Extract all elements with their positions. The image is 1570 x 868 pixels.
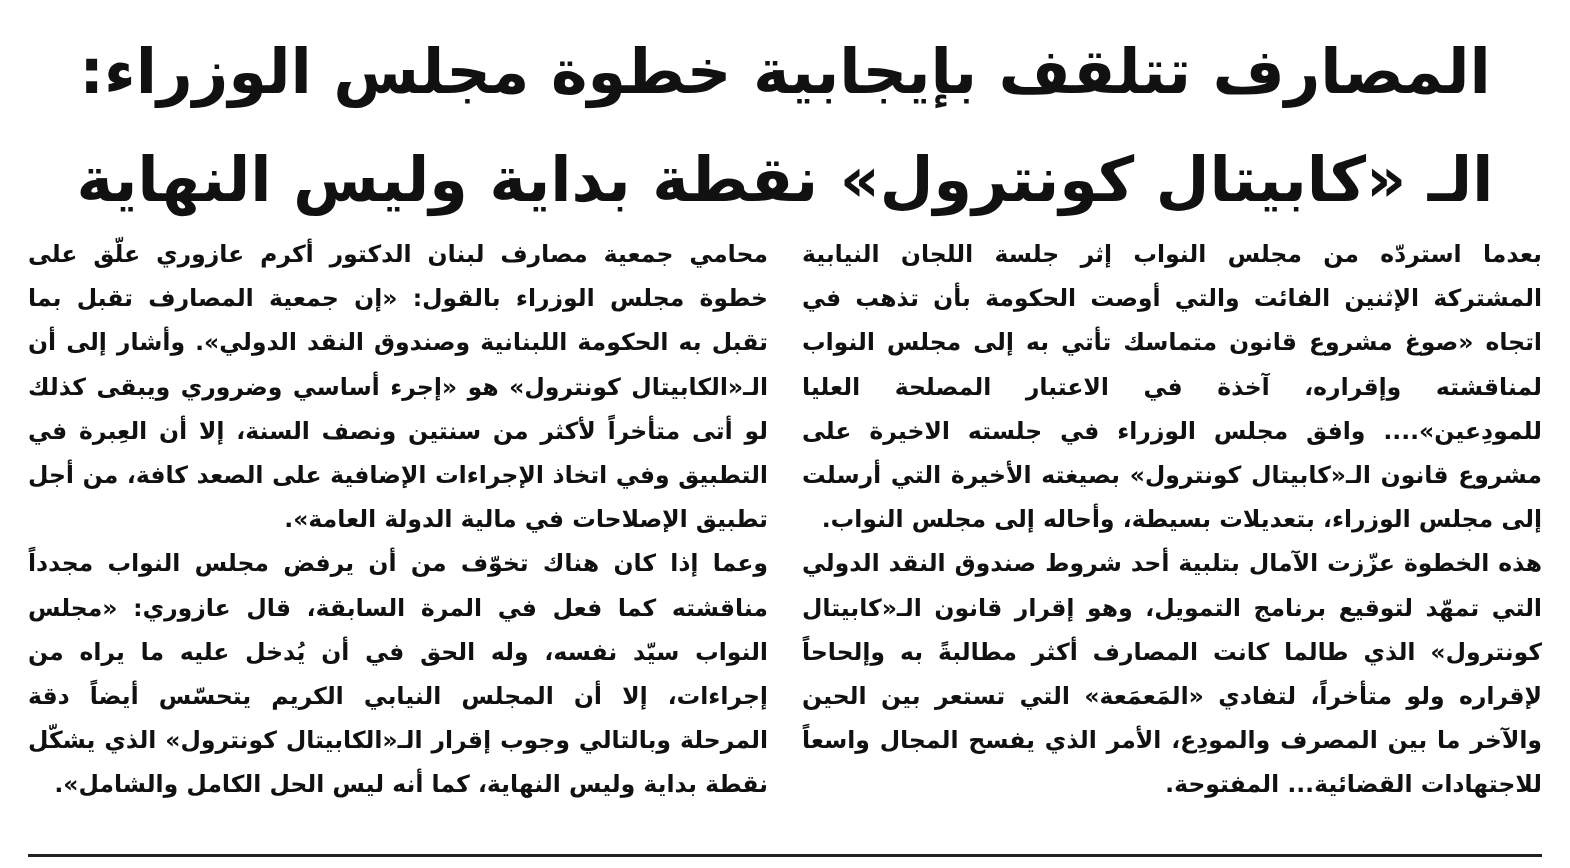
headline (40, 18, 1530, 234)
bottom-divider (28, 854, 1542, 857)
headline-line-2: الـ «كابيتال كونترول» نقطة بداية وليس النهاية (76, 143, 1494, 216)
paragraph: بعدما استردّه من مجلس النواب إثر جلسة اللجان النيابية المشتركة الإثنين الفائت والتي أوصت الحكومة بأن تذهب في اتجاه «صوغ مشروع قانون متماسك تأتي به إلى مجلس النواب لمناقشته وإقراره، آخذة في الاعتبار المصلحة العليا للمودِعين».... وافق مجلس الوزراء في جلسته الاخيرة على مشروع قانون الـ«كابيتال كونترول» بصيغته الأخيرة التي أرسلت إلى مجلس الوزراء، بتعديلات بسيطة، وأحاله إلى مجلس النواب. (802, 240, 1542, 534)
article-column-left (28, 232, 768, 842)
paragraph: وعما إذا كان هناك تخوّف من أن يرفض مجلس النواب مجدداً مناقشته كما فعل في المرة السابقة، قال عازوري: «مجلس النواب سيّد نفسه، وله الحق في أن يُدخل عليه ما يراه من إجراءات، إلا أن المجلس النيابي الكريم يتحسّس أيضاً دقة المرحلة وبالتالي وجوب إقرار الـ«الكابيتال كونترول» الذي يشكّل نقطة بداية وليس النهاية، كما أنه ليس الحل الكامل والشامل». (28, 549, 768, 799)
headline-line-1: المصارف تتلقف بإيجابية خطوة مجلس الوزراء: (79, 35, 1491, 108)
paragraph: هذه الخطوة عزّزت الآمال بتلبية أحد شروط صندوق النقد الدولي التي تمهّد لتوقيع برنامج التمويل، وهو إقرار قانون الـ«كابيتال كونترول» الذي طالما كانت المصارف أكثر مطالبةً به وإلحاحاً لإقراره ولو متأخراً، لتفادي «المَعمَعة» التي تستعر بين الحين والآخر ما بين المصرف والمودِع، الأمر الذي يفسح المجال واسعاً للاجتهادات القضائية... المفتوحة. (802, 549, 1542, 799)
article-column-right (802, 232, 1542, 842)
article-body (28, 232, 1542, 842)
paragraph: محامي جمعية مصارف لبنان الدكتور أكرم عازوري علّق على خطوة مجلس الوزراء بالقول: «إن جمعية المصارف تقبل بما تقبل به الحكومة اللبنانية وصندوق النقد الدولي». وأشار إلى أن الـ«الكابيتال كونترول» هو «إجرء أساسي وضروري ويبقى كذلك لو أتى متأخراً لأكثر من سنتين ونصف السنة، إلا أن العِبرة في التطبيق وفي اتخاذ الإجراءات الإضافية على الصعد كافة، من أجل تطبيق الإصلاحات في مالية الدولة العامة». (28, 240, 768, 534)
